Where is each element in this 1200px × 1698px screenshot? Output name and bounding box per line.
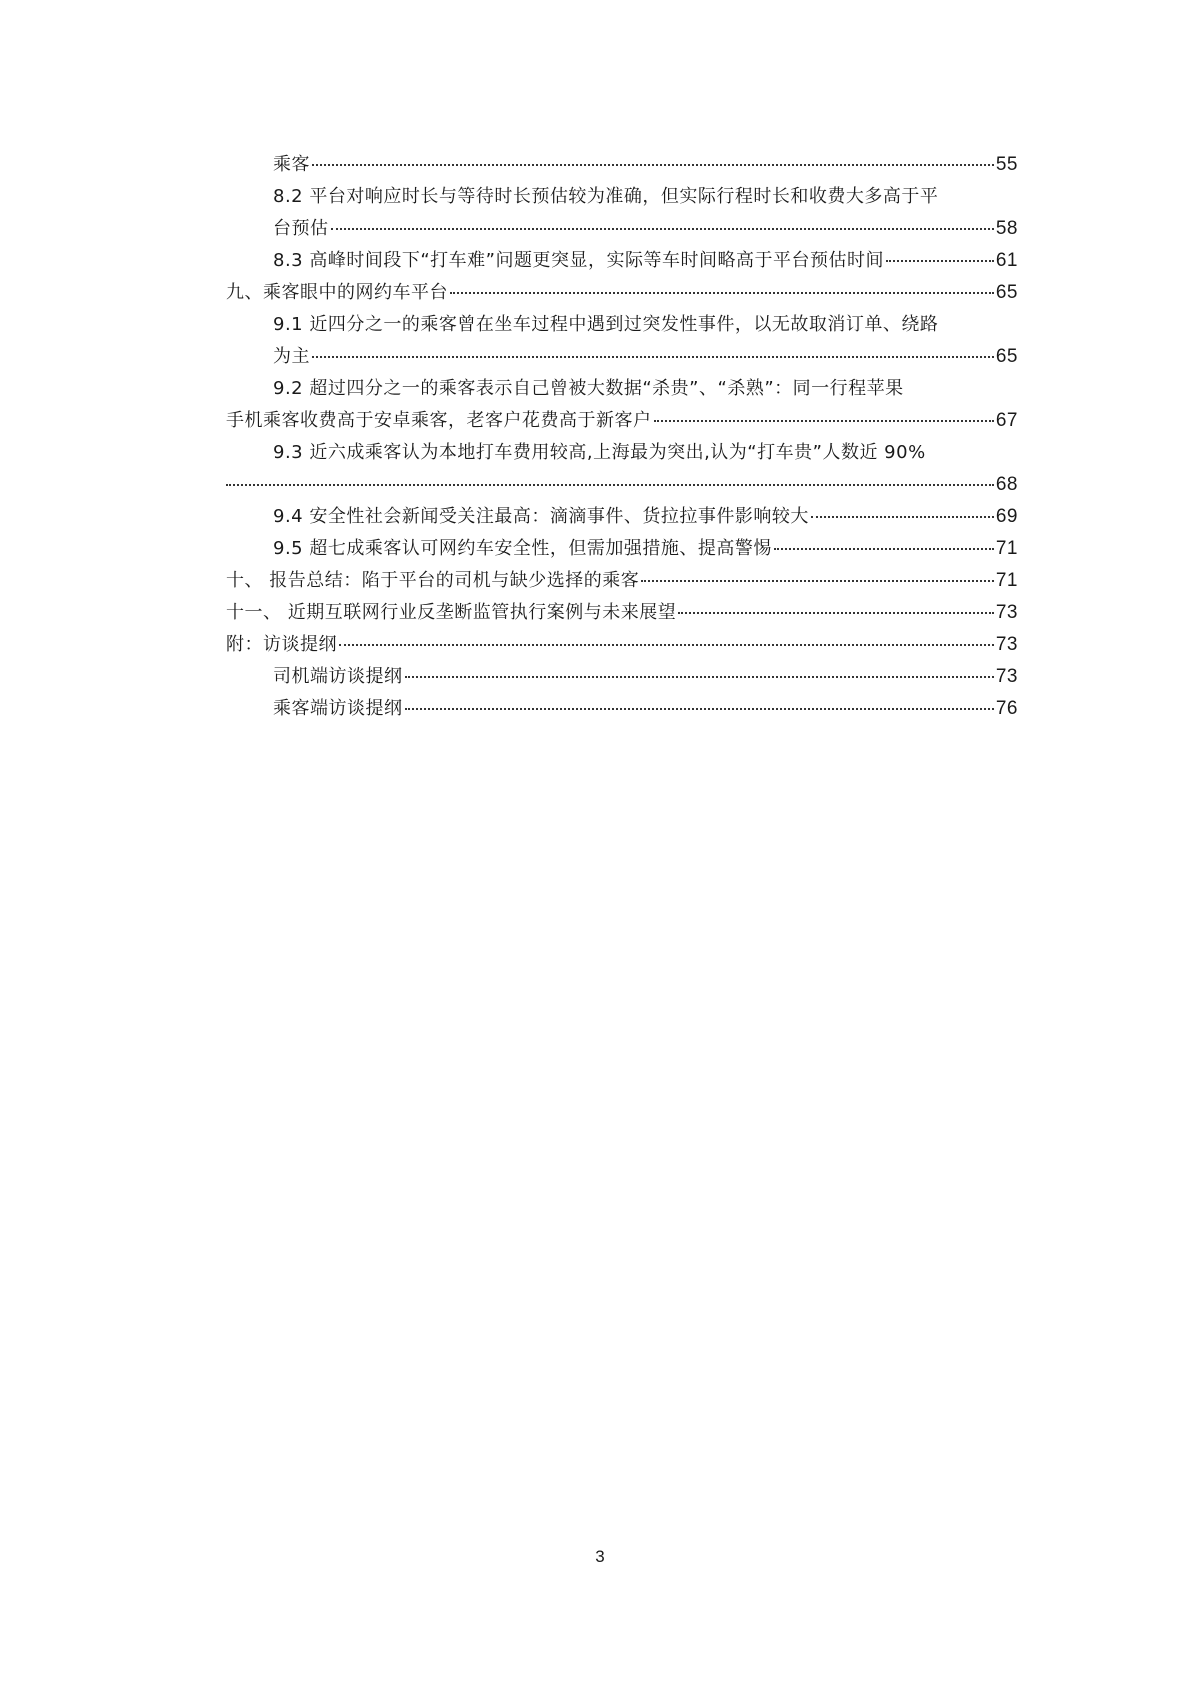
toc-entry-title: 十一、 近期互联网行业反垄断监管执行案例与未来展望 [226,602,677,623]
toc-entry[interactable] [226,693,1018,725]
toc-entry-title: 9.2 超过四分之一的乘客表示自己曾被大数据“杀贵”、“杀熟”：同一行程苹果 [273,378,904,399]
toc-leader-dots [339,642,994,646]
toc-entry-page: 76 [995,698,1018,719]
toc-entry-title: 附：访谈提纲 [226,634,337,655]
toc-entry-title: 台预估 [273,218,329,239]
toc-leader-dots [312,162,994,166]
toc-entry-page: 65 [995,282,1018,303]
toc-leader-dots [886,258,994,262]
toc-entry-page: 69 [995,506,1018,527]
toc-entry[interactable] [226,341,1018,373]
toc-entry-page: 67 [995,410,1018,431]
toc-entry-title: 十、 报告总结：陷于平台的司机与缺少选择的乘客 [226,570,640,591]
table-of-contents [226,149,1018,725]
toc-entry-page: 61 [995,250,1018,271]
toc-entry-title: 8.2 平台对响应时长与等待时长预估较为准确，但实际行程时长和收费大多高于平 [273,186,939,207]
toc-leader-dots [811,514,994,518]
toc-entry[interactable] [226,245,1018,277]
toc-entry-title: 8.3 高峰时间段下“打车难”问题更突显，实际等车时间略高于平台预估时间 [273,250,884,271]
toc-entry-page: 71 [995,538,1018,559]
toc-leader-dots [226,482,994,486]
toc-leader-dots [331,226,994,230]
toc-entry-page: 71 [995,570,1018,591]
toc-leader-dots [654,418,994,422]
toc-entry-title: 9.1 近四分之一的乘客曾在坐车过程中遇到过突发性事件，以无故取消订单、绕路 [273,314,939,335]
toc-entry-title: 司机端访谈提纲 [273,666,403,687]
toc-entry-page: 65 [995,346,1018,367]
toc-entry[interactable] [226,213,1018,245]
toc-entry[interactable] [226,469,1018,501]
toc-entry[interactable] [226,565,1018,597]
toc-entry-page: 68 [995,474,1018,495]
toc-entry-title: 九、乘客眼中的网约车平台 [226,282,448,303]
toc-entry-page: 55 [995,154,1018,175]
toc-entry-page: 73 [995,602,1018,623]
toc-leader-dots [450,290,994,294]
toc-entry[interactable] [226,629,1018,661]
toc-entry-title: 为主 [273,346,310,367]
toc-entry[interactable] [226,373,1018,405]
toc-entry[interactable] [226,277,1018,309]
toc-entry-title: 乘客 [273,154,310,175]
toc-entry-title: 9.5 超七成乘客认可网约车安全性，但需加强措施、提高警惕 [273,538,772,559]
toc-entry[interactable] [226,661,1018,693]
toc-entry[interactable] [226,405,1018,437]
toc-entry[interactable] [226,437,1018,469]
toc-leader-dots [405,674,994,678]
toc-entry[interactable] [226,501,1018,533]
toc-entry-page: 73 [995,666,1018,687]
toc-entry[interactable] [226,309,1018,341]
toc-entry[interactable] [226,181,1018,213]
toc-leader-dots [312,354,994,358]
toc-entry-title: 9.3 近六成乘客认为本地打车费用较高,上海最为突出,认为“打车贵”人数近 90% [273,442,926,463]
toc-entry-title: 9.4 安全性社会新闻受关注最高：滴滴事件、货拉拉事件影响较大 [273,506,809,527]
toc-entry-title: 乘客端访谈提纲 [273,698,403,719]
toc-entry-page: 73 [995,634,1018,655]
toc-entry[interactable] [226,149,1018,181]
page-number: 3 [595,1547,605,1566]
toc-leader-dots [774,546,994,550]
toc-leader-dots [641,578,994,582]
toc-entry[interactable] [226,533,1018,565]
toc-entry-page: 58 [995,218,1018,239]
toc-entry-title: 手机乘客收费高于安卓乘客，老客户花费高于新客户 [226,410,652,431]
toc-entry[interactable] [226,597,1018,629]
toc-leader-dots [405,706,994,710]
toc-leader-dots [678,610,994,614]
